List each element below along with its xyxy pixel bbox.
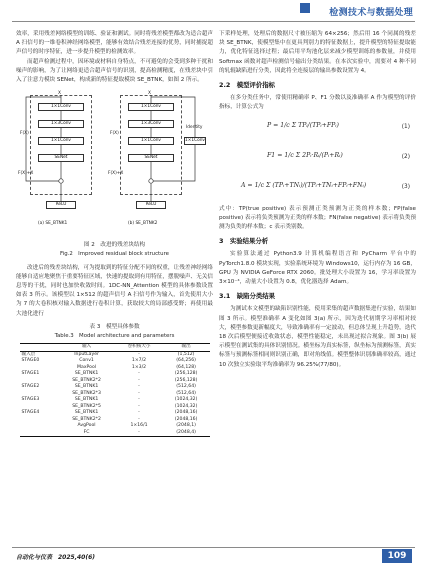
equation-2-expression: F1 = 1/c Σ 2Pᵢ·Rᵢ/(Pᵢ+Rᵢ) <box>267 151 343 159</box>
right-paragraph-1: 下采样处理，处理后的数据尺寸被压缩为 64×256；然后用 16 个同属的残差块 SE_BTNK，使模型集中在更具判别力的特征数据上，提升模型的特征提取能力，优化特征选择过程；最后用平均池化层来减少模型训练的参数量，并使用 Softmax 函数对超声检测信号输出分类结果。在本次实验中，需要对 4 种不同的轧辊缺陷进行分类，因此将全连接层的输出参数设置为 4。 <box>219 31 416 74</box>
section-3-1-heading: 3.1 缺陷分类结果 <box>219 292 276 301</box>
table-cell: 1×7/2 <box>131 358 147 364</box>
figure-a-block-4: SENet <box>38 154 84 162</box>
table-cell: SE_BTNK2*2 <box>72 377 101 383</box>
figure-a-sum-label: F(X)+X <box>18 171 34 177</box>
figure-b-shortcut-conv: 1×1Conv <box>185 138 205 144</box>
table-cell: (512,64) <box>176 390 196 396</box>
table-cell: (256,128) <box>174 377 198 383</box>
table-cell: (2048,4) <box>163 430 210 437</box>
figure-a-relu: ReLU <box>46 201 76 209</box>
table-cell: SE_BTNK1 <box>74 371 99 377</box>
equation-1-expression: P = 1/c Σ TPᵢ/(TPᵢ+FPᵢ) <box>267 121 339 129</box>
table-caption-en: Table.3 Model architecture and parameters <box>54 333 175 340</box>
left-paragraph-2: 而超声检测过程中，因环境或材料自身特点，不可避免的会受到多种干扰和噪声的影响，为了让网络更适合超声信号的识别，提高检测精度，在残差块中引入了注意力模块 SENet，构成新的特征提取模块 SE_BTNK，如图 2 所示。 <box>16 58 213 84</box>
figure-caption-en: Fig.2 Improved residual block structure <box>59 251 169 258</box>
section-2-2-heading: 2.2 模型评价指标 <box>219 81 276 90</box>
table-cell: - <box>138 416 140 422</box>
right-paragraph-2: 在多分类任务中，常使用精确率 P、F1 分数以及准确率 A 作为模型的评价指标，计算公式为 <box>219 95 416 111</box>
table-cell: (512,64) <box>176 384 196 390</box>
table-body <box>20 351 210 437</box>
figure-b-block-2: 1×3Conv <box>128 120 174 128</box>
table-cell: SE_BTNK2*3 <box>72 390 101 396</box>
table-cell: (2048,16) <box>174 416 198 422</box>
table-header <box>20 344 58 352</box>
table-cell: STAGE0 <box>21 358 40 364</box>
table-cell: 1×3/2 <box>131 364 147 370</box>
table-cell: FC <box>58 430 115 437</box>
left-column <box>16 30 213 437</box>
table-header-row <box>20 344 210 352</box>
running-header-title: 检测技术与数据处理 <box>329 8 413 18</box>
equation-1-number: (1) <box>401 123 410 130</box>
table-cell: STAGE4 <box>21 410 40 416</box>
figure-b-block-4: SENet <box>128 154 174 162</box>
page-number: 109 <box>382 549 412 563</box>
equation-3-number: (3) <box>401 183 410 190</box>
right-paragraph-5: 为测试本文模型的缺陷识别性能，使用采集的超声数据集进行实验，结果如图 3 所示。模型准确率 A 变化如图 3(a) 所示，因为迭代初期学习率相对较大，模型参数更新幅度大，导致准确率有一定波动，但总体呈现上升趋势，迭代 18 次后模型便接近收敛状态，模型性能稳定，未出现过拟合现象。图 3(b) 展示模型在测试集的具体识别情况。横坐标为真实标签，纵坐标为预测标签，真实标签与预测标签相同则识别正确，即对角线值。模型整体识别准确率较高，通过 10 次独立实验取平均准确率为 96.25%(77/80)。 <box>219 306 416 368</box>
right-paragraph-4: 实验算法通过 Python3.9 计算机编程语言和 PyCharm 平台中的 PyTorch1.8.0 模块实现，实验系统环境为 Windows10，运行内存为 16 GB，GPU 为 NVIDIA GeForce RTX 2060。批处理大小设置为 16，学习率设置为 3×10⁻⁴，动量大小设置为 0.8，优化器选择 Adam。 <box>219 251 416 286</box>
table-caption-cn: 表 3 模型具体参数 <box>89 323 140 330</box>
table-cell: SE_BTNK2*5 <box>72 403 101 409</box>
table-cell: - <box>138 403 140 409</box>
table-cell: - <box>138 397 140 403</box>
left-paragraph-3: 改进后的残差块结构，可为提取到的特征分配不同的权重，让残差神经网络能够自适应地聚焦于重要特征区域，快速的提取到有用特征，摆脱噪声、无关信息等的干扰，同时也加快收敛时间。1DC-NN_Attention 模型的具体参数设置如表 3 所示。该模型以 1×512 的超声信号 A 扫信号作为输入，首先使用大小为 7 的大卷积核对输入数据进行卷积计算，获取较大的局部感受野；再使用最大池化进行 <box>16 264 213 317</box>
equation-1 <box>219 115 416 143</box>
equation-2 <box>219 145 416 173</box>
table-cell: (64,256) <box>176 358 196 364</box>
figure-b-block-1: 1×1Conv <box>128 103 174 111</box>
header-rule <box>12 21 415 22</box>
table-cell: SE_BTNK1 <box>74 410 99 416</box>
figure-a-block-3: 1×1Conv <box>38 137 84 145</box>
figure-b-relu: ReLU <box>136 201 166 209</box>
right-column <box>219 30 416 370</box>
table-cell: - <box>138 410 140 416</box>
table-cell: (1024,32) <box>174 403 198 409</box>
table-cell: (1024,32) <box>174 397 198 403</box>
table-row <box>20 430 210 437</box>
model-parameters-table <box>20 343 210 437</box>
table-cell: SE_BTNK1 <box>74 397 99 403</box>
table-cell: AvgPool <box>77 423 96 429</box>
table-cell: (256,128) <box>174 371 198 377</box>
table-cell: 输入层 <box>21 351 36 357</box>
table-cell: STAGE1 <box>21 371 40 377</box>
table-cell: (2048,1) <box>176 423 196 429</box>
table-cell: SE_BTNK1 <box>74 384 99 390</box>
left-paragraph-1: 效率，采用残差网络模型的训练、验证和测试。同时将残差模型都改为适合超声 A 扫信号的一维卷积神经网络模型，能够有效结合残差连接的优势，同时捕捉超声信号的时序特征，进一步提升模型的检测效率。 <box>16 31 213 56</box>
table-cell: STAGE3 <box>21 397 40 403</box>
table-header: 卷积核大小 <box>115 344 162 352</box>
figure-a-block-2: 1×3Conv <box>38 120 84 128</box>
table-cell: InputLayer <box>74 351 99 357</box>
figure-b-sum-label: F(X)+X <box>108 171 124 177</box>
table-cell: STAGE2 <box>21 384 40 390</box>
figure-a-input-label: X <box>58 91 61 97</box>
table-cell: SE_BTNK2*2 <box>72 416 101 422</box>
table-cell <box>20 430 58 437</box>
table-cell: - <box>138 351 140 357</box>
figure-b-f-label: F(X) <box>110 131 119 137</box>
footer-journal: 自动化与仪表 2025,40(6) <box>16 554 95 561</box>
header-decoration <box>300 3 310 13</box>
figure-a-f-label: F(X) <box>20 131 29 137</box>
table-cell: (2048,16) <box>174 410 198 416</box>
table-header: 输出 <box>163 344 210 352</box>
figure-2 <box>16 89 213 239</box>
table-cell: - <box>138 390 140 396</box>
table-cell: Conv1 <box>79 358 94 364</box>
right-paragraph-3: 式中：TP(true positive) 表示预测正类预测为正类的样本数；FP(false positive) 表示将负类预测为正类的样本数；FN(false negative) 表示将负类预测为负类的样本数；c 表示类别数。 <box>219 205 416 231</box>
table-cell: 1×16/1 <box>130 423 148 429</box>
table-header: 输入 <box>58 344 115 352</box>
figure-b-identity-label: Identity <box>186 125 203 131</box>
table-cell: - <box>138 377 140 383</box>
figure-a-block-1: 1×1Conv <box>38 103 84 111</box>
table-cell: - <box>115 430 162 437</box>
figure-connectors <box>16 89 213 239</box>
table-cell: (64,128) <box>176 364 196 370</box>
table-cell: - <box>138 384 140 390</box>
equation-2-number: (2) <box>401 153 410 160</box>
figure-a-subcaption: (a) SE_BTNK1 <box>38 221 68 227</box>
figure-b-input-label: X <box>148 91 151 97</box>
section-3-heading: 3 实验结果分析 <box>219 237 269 246</box>
figure-caption-cn: 图 2 改进的残差块结构 <box>83 242 146 249</box>
footer-rule <box>12 547 415 548</box>
table-cell: - <box>138 371 140 377</box>
figure-b-block-3: 1×1Conv <box>128 137 174 145</box>
equation-3-expression: A = 1/c Σ (TPᵢ+TNᵢ)/(TPᵢ+TNᵢ+FPᵢ+FNᵢ) <box>241 181 367 189</box>
table-cell: MaxPool <box>77 364 97 370</box>
equation-3 <box>219 175 416 203</box>
figure-b-subcaption: (b) SE_BTNK2 <box>128 221 158 227</box>
table-cell: (1,512) <box>177 351 195 357</box>
